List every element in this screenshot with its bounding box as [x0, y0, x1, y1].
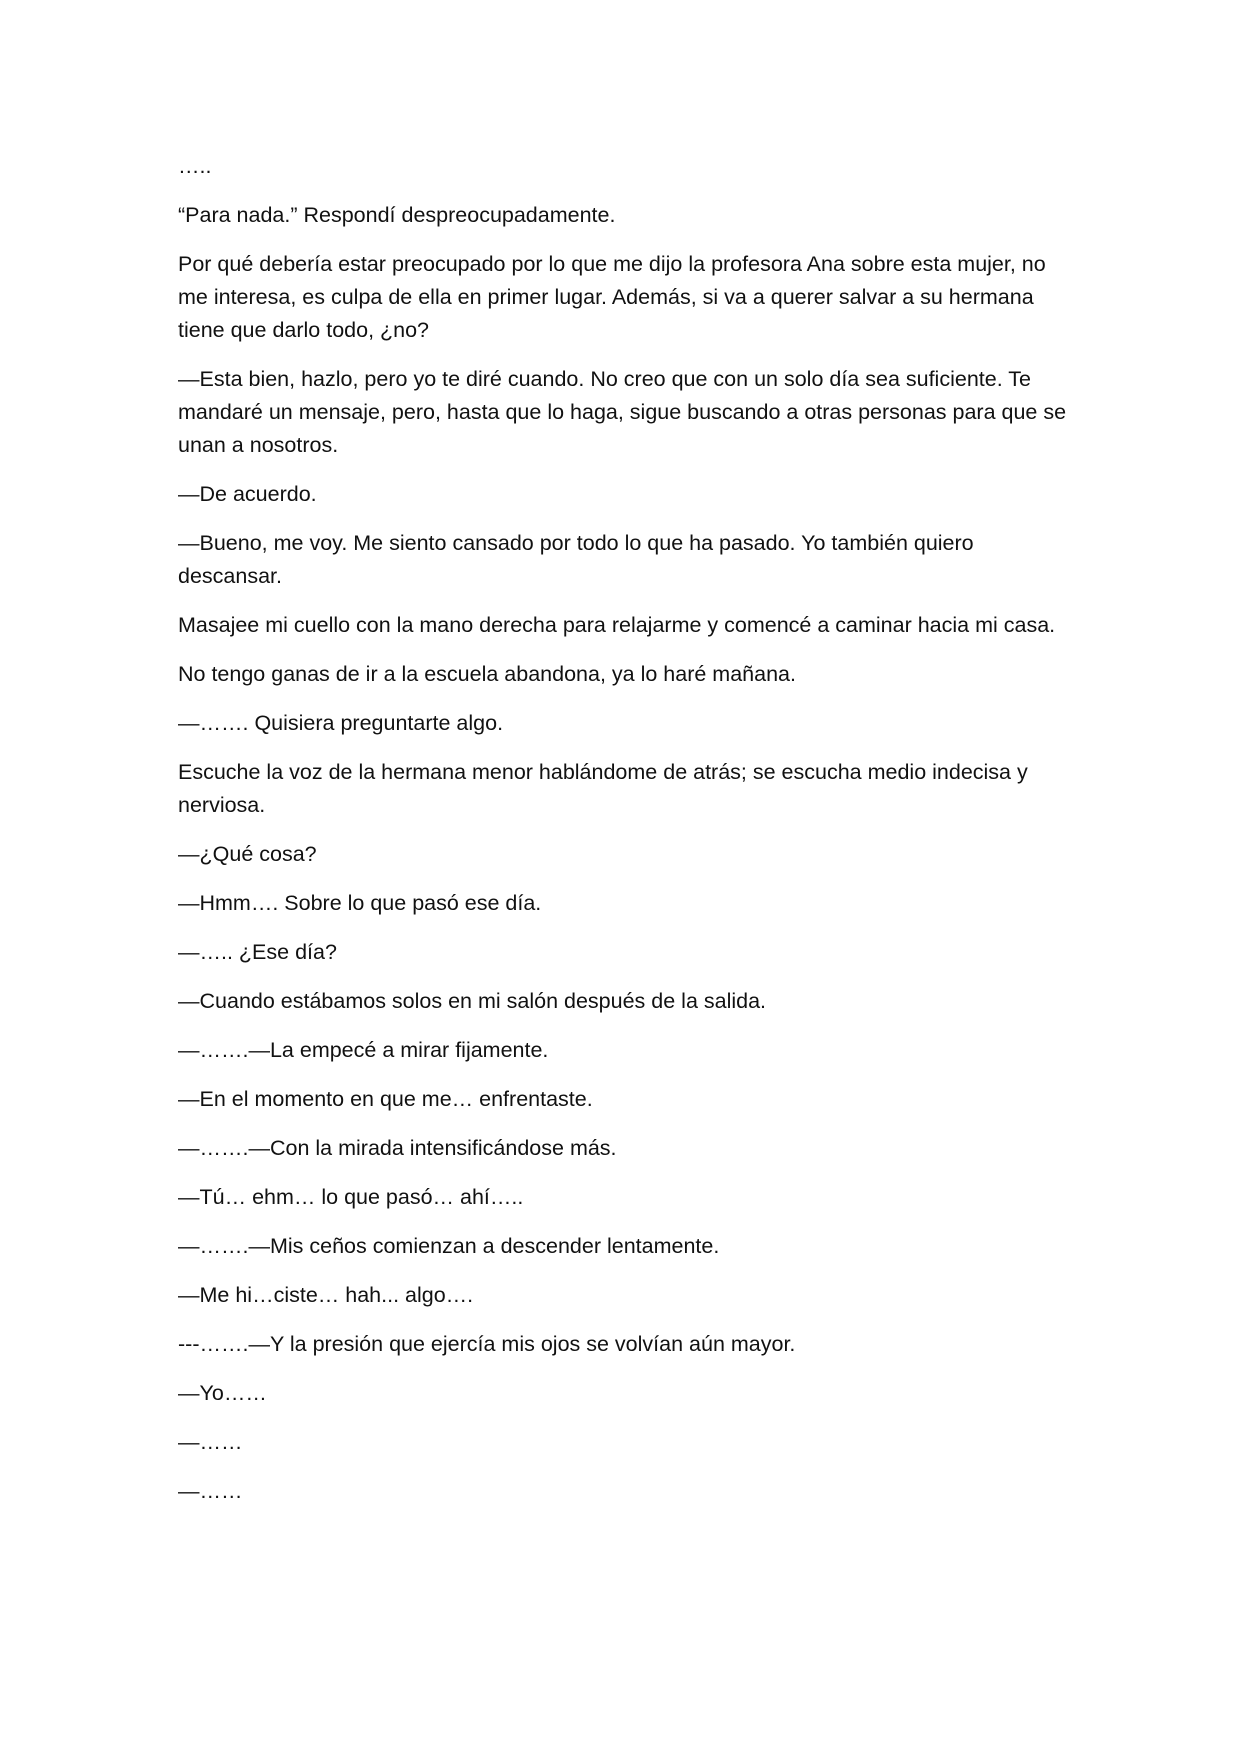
paragraph: —De acuerdo. — [178, 482, 317, 506]
paragraph: —…… — [178, 1479, 243, 1503]
paragraph: Masajee mi cuello con la mano derecha para relajarme y comencé a caminar hacia mi casa. — [178, 613, 1056, 637]
paragraph: —…….—La empecé a mirar fijamente. — [178, 1038, 549, 1062]
paragraph: —Yo…… — [178, 1381, 267, 1405]
paragraph: ….. — [178, 154, 212, 178]
paragraph: —¿Qué cosa? — [178, 842, 317, 866]
paragraph: “Para nada.” Respondí despreocupadamente. — [178, 203, 616, 227]
paragraph: —Me hi…ciste… hah... algo…. — [178, 1283, 474, 1307]
paragraph: —…….—Con la mirada intensificándose más. — [178, 1136, 617, 1160]
paragraph: —Cuando estábamos solos en mi salón después de la salida. — [178, 989, 767, 1013]
paragraph: —….. ¿Ese día? — [178, 940, 337, 964]
paragraph: —…….—Mis ceños comienzan a descender lentamente. — [178, 1234, 720, 1258]
paragraph: —Esta bien, hazlo, pero yo te diré cuando. No creo que con un solo día sea suficiente. Te mandaré un mensaje, pero, hasta que lo haga, sigue buscando a otras personas para que se unan a nosotros. — [178, 367, 1067, 457]
paragraph: —Hmm…. Sobre lo que pasó ese día. — [178, 891, 542, 915]
paragraph: Escuche la voz de la hermana menor hablándome de atrás; se escucha medio indecisa y nerviosa. — [178, 760, 1028, 817]
paragraph: —Tú… ehm… lo que pasó… ahí….. — [178, 1185, 524, 1209]
paragraph: ---…….—Y la presión que ejercía mis ojos se volvían aún mayor. — [178, 1332, 796, 1356]
paragraph: Por qué debería estar preocupado por lo que me dijo la profesora Ana sobre esta mujer, no me interesa, es culpa de ella en primer lugar. Además, si va a querer salvar a su hermana tiene que darlo todo, ¿no? — [178, 252, 1046, 342]
paragraph: —Bueno, me voy. Me siento cansado por todo lo que ha pasado. Yo también quiero descansar. — [178, 531, 974, 588]
paragraph: —…… — [178, 1430, 243, 1454]
text-body — [178, 150, 1078, 1524]
paragraph: —……. Quisiera preguntarte algo. — [178, 711, 504, 735]
paragraph: No tengo ganas de ir a la escuela abandona, ya lo haré mañana. — [178, 662, 796, 686]
paragraph: —En el momento en que me… enfrentaste. — [178, 1087, 593, 1111]
